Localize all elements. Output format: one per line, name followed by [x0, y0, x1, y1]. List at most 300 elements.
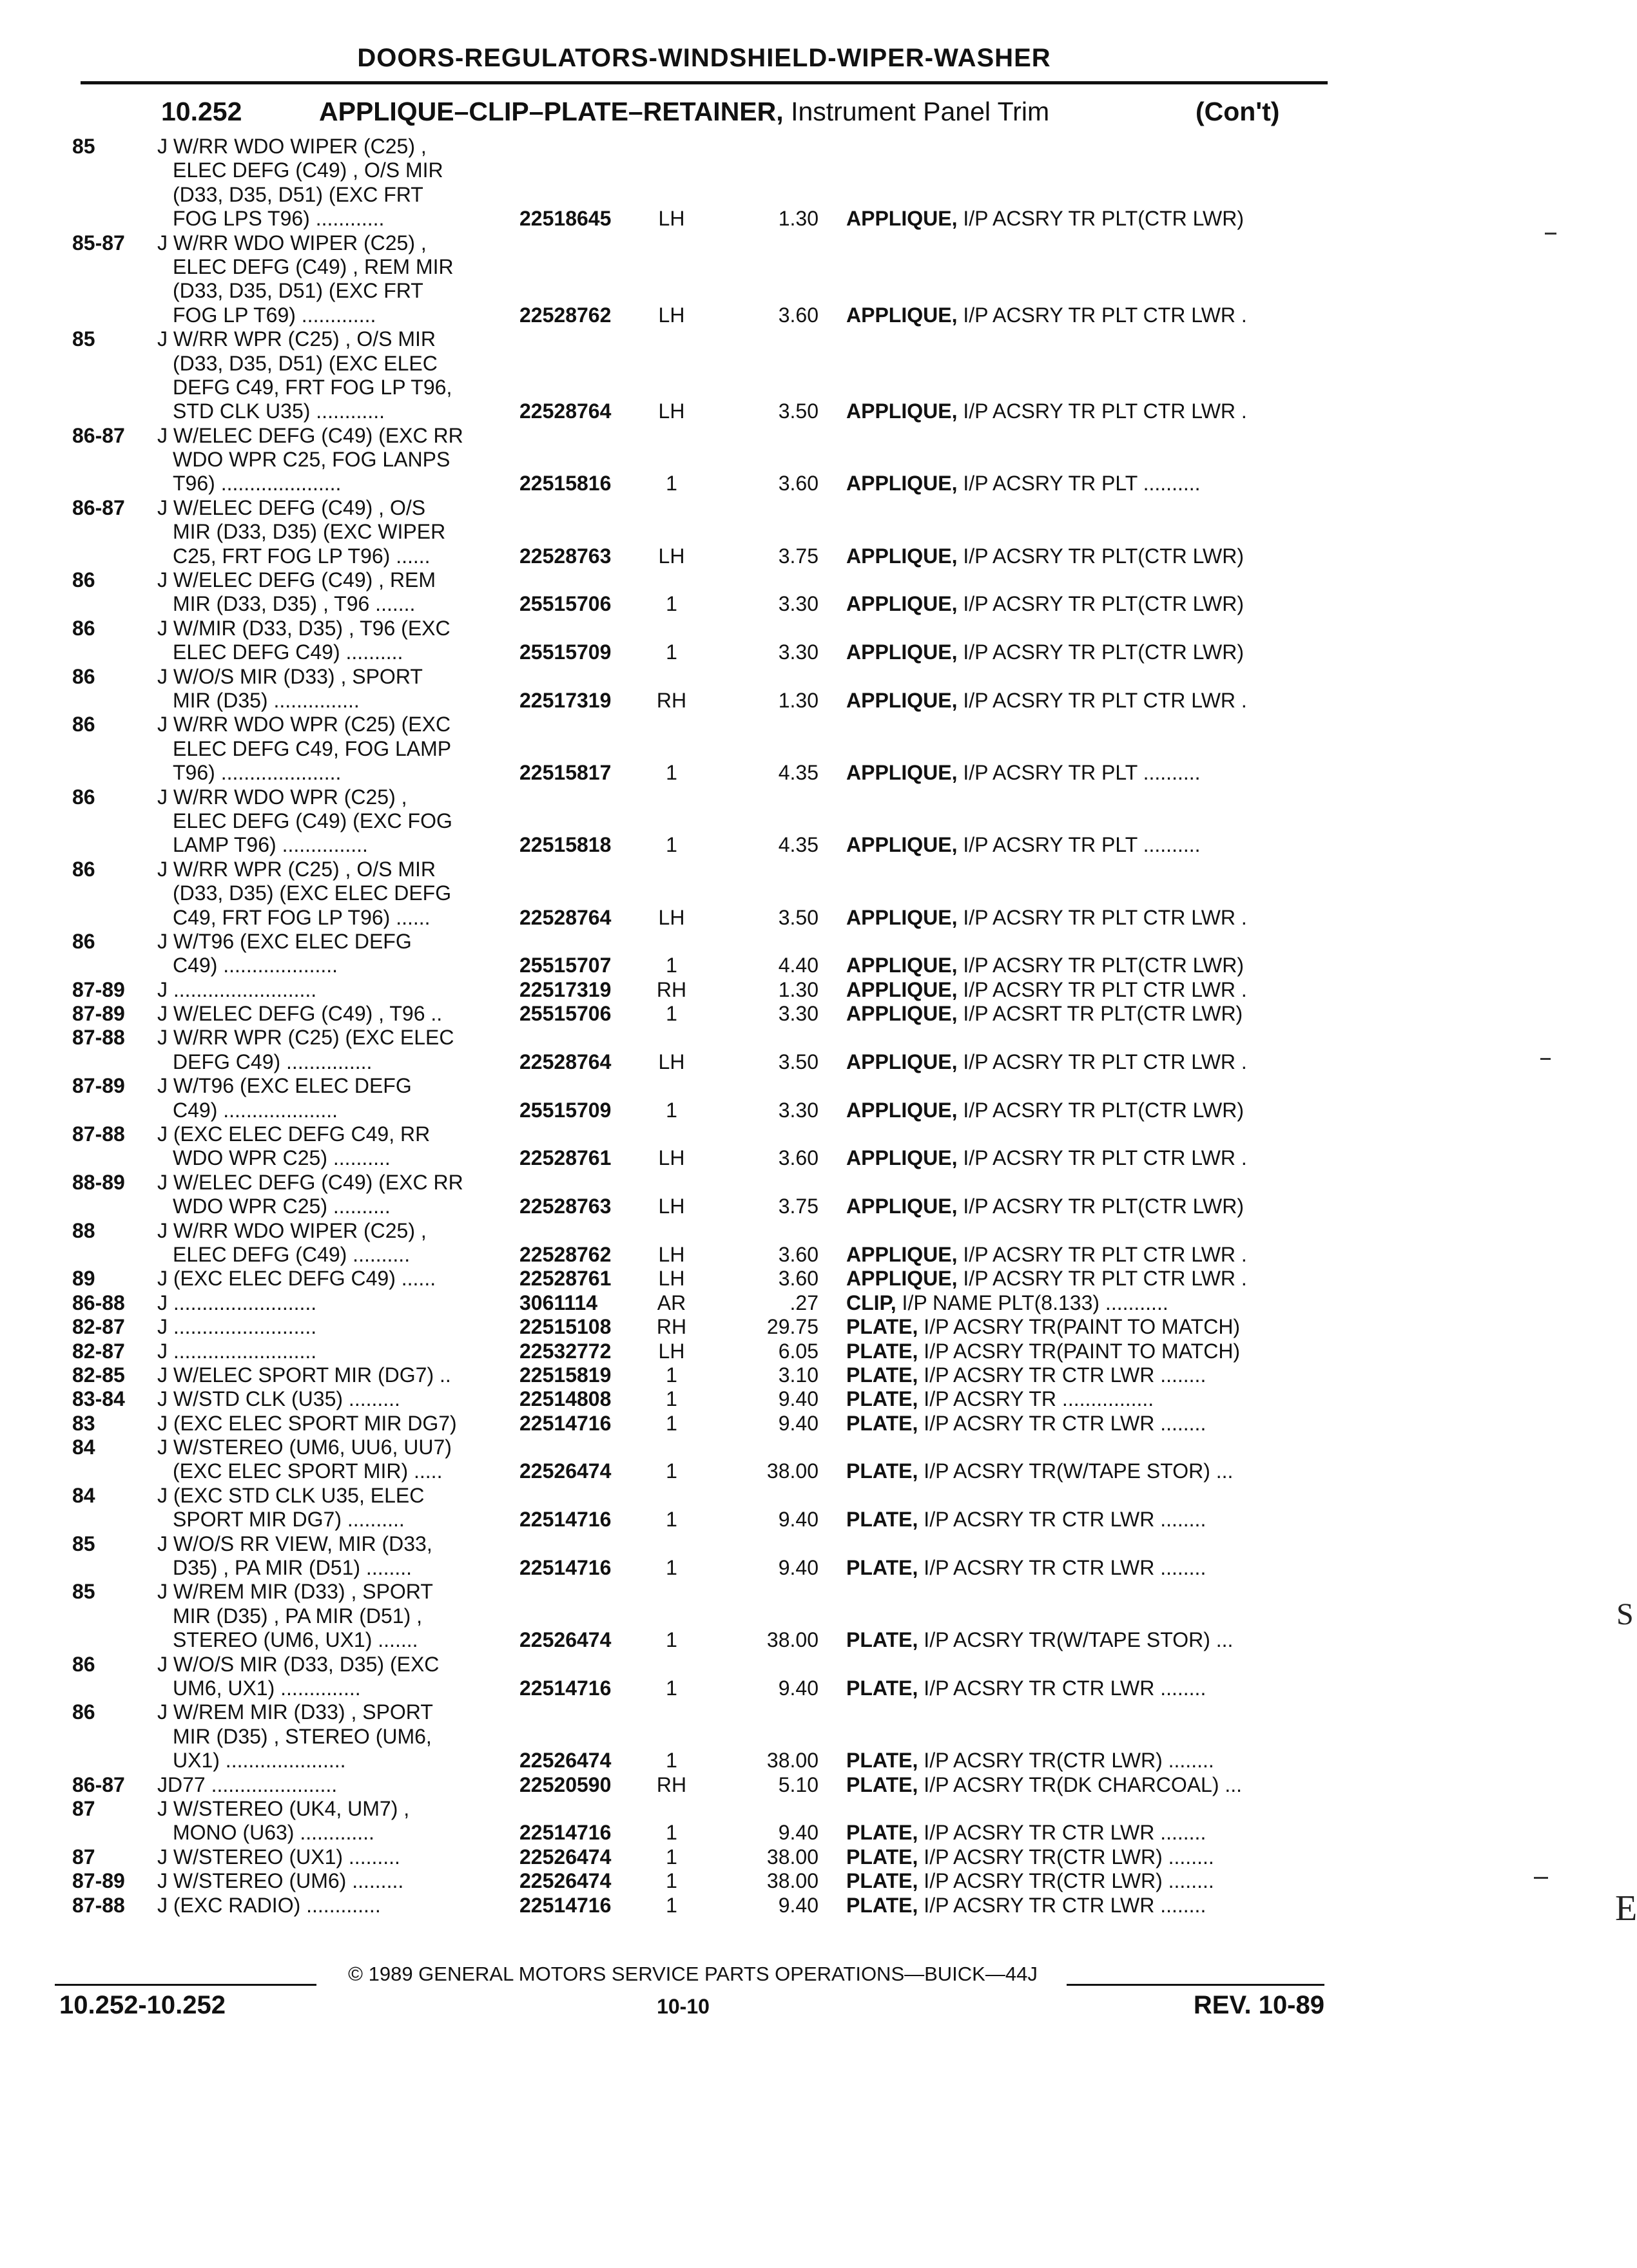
- part-name: [846, 1363, 1336, 1387]
- part-name-noun: APPLIQUE,: [846, 833, 958, 857]
- part-name-detail: I/P ACSRT TR PLT(CTR LWR): [957, 1002, 1243, 1026]
- part-name-noun: PLATE,: [846, 1749, 918, 1773]
- usage-description: T96) .....................: [173, 472, 342, 495]
- model-year: 82-85: [72, 1363, 125, 1387]
- section-title: [161, 97, 1321, 127]
- quantity: RH: [656, 1315, 687, 1339]
- parts-row: [0, 1459, 1629, 1483]
- usage-description: C49) ....................: [173, 1098, 338, 1122]
- parts-row: [0, 954, 1629, 977]
- unit-price: 3.75: [778, 544, 818, 568]
- part-name-noun: APPLIQUE,: [846, 592, 958, 616]
- unit-price: 3.10: [778, 1363, 818, 1387]
- part-name-detail: I/P ACSRY TR(DK CHARCOAL) ...: [918, 1773, 1243, 1796]
- quantity: LH: [658, 1339, 685, 1363]
- usage-description: (EXC ELEC SPORT MIR) .....: [173, 1459, 443, 1483]
- part-name: [846, 1243, 1336, 1267]
- parts-row: [0, 1267, 1629, 1291]
- quantity: 1: [666, 1508, 677, 1532]
- part-name-detail: I/P ACSRY TR(PAINT TO MATCH): [918, 1315, 1241, 1339]
- part-name: [846, 954, 1336, 977]
- footer-revision: REV. 10-89: [1193, 1991, 1324, 2019]
- parts-row: [0, 1773, 1629, 1797]
- unit-price: 1.30: [778, 977, 818, 1001]
- part-name-detail: I/P ACSRY TR PLT(CTR LWR): [957, 207, 1244, 231]
- part-name-detail: I/P ACSRY TR CTR LWR ........: [918, 1411, 1206, 1435]
- part-name-detail: I/P ACSRY TR CTR LWR ........: [918, 1556, 1206, 1580]
- edge-glyph-top: S: [1616, 1597, 1634, 1631]
- model-year: 86: [72, 929, 95, 953]
- part-number: 22520590: [519, 1773, 612, 1796]
- part-name-detail: I/P ACSRY TR PLT ..........: [957, 833, 1201, 857]
- part-name-detail: I/P ACSRY TR PLT(CTR LWR): [957, 640, 1244, 664]
- parts-row: [0, 496, 1629, 520]
- parts-row: [0, 1677, 1629, 1700]
- model-year: 87-89: [72, 1074, 125, 1098]
- parts-row: [0, 376, 1629, 399]
- model-year: 86: [72, 664, 95, 688]
- part-name-noun: APPLIQUE,: [846, 1146, 958, 1170]
- parts-row: [0, 761, 1629, 785]
- parts-row: [0, 906, 1629, 930]
- part-name-detail: I/P ACSRY TR PLT(CTR LWR): [957, 544, 1244, 568]
- quantity: 1: [666, 954, 677, 977]
- part-name-noun: PLATE,: [846, 1773, 918, 1796]
- unit-price: 9.40: [778, 1411, 818, 1435]
- usage-description: FOG LPS T96) ............: [173, 207, 385, 231]
- part-number: 3061114: [519, 1291, 598, 1314]
- part-name-detail: I/P ACSRY TR(CTR LWR) ........: [918, 1869, 1214, 1893]
- part-name: [846, 1195, 1336, 1218]
- usage-description: J (EXC RADIO) .............: [157, 1893, 381, 1917]
- footer-section-range: 10.252-10.252: [59, 1991, 226, 2019]
- model-year: 87-88: [72, 1026, 125, 1050]
- usage-description: J W/O/S RR VIEW, MIR (D33,: [157, 1532, 432, 1555]
- parts-row: [0, 592, 1629, 616]
- part-name-detail: I/P ACSRY TR PLT(CTR LWR): [957, 1098, 1244, 1122]
- model-year: 82-87: [72, 1315, 125, 1339]
- part-number: 22514808: [519, 1387, 612, 1411]
- part-number: 22532772: [519, 1339, 612, 1363]
- model-year: 84: [72, 1436, 95, 1459]
- unit-price: 6.05: [778, 1339, 818, 1363]
- unit-price: 38.00: [766, 1845, 818, 1869]
- parts-row: [0, 1700, 1629, 1724]
- part-name-noun: APPLIQUE,: [846, 640, 958, 664]
- part-number: 22514716: [519, 1893, 612, 1917]
- usage-description: J W/ELEC DEFG (C49) , REM: [157, 568, 436, 592]
- usage-description: ELEC DEFG C49, FOG LAMP: [173, 736, 452, 760]
- part-name-detail: I/P ACSRY TR PLT CTR LWR .: [957, 303, 1247, 327]
- model-year: 86-87: [72, 423, 125, 447]
- quantity: LH: [658, 1242, 685, 1266]
- part-name-detail: I/P ACSRY TR CTR LWR ........: [918, 1893, 1206, 1917]
- part-name-noun: PLATE,: [846, 1845, 918, 1869]
- quantity: 1: [666, 1893, 677, 1917]
- part-name-detail: I/P NAME PLT(8.133) ...........: [896, 1291, 1168, 1314]
- part-number: 22517319: [519, 977, 612, 1001]
- parts-row: [0, 472, 1629, 495]
- unit-price: 3.50: [778, 905, 818, 929]
- usage-description: J W/O/S MIR (D33, D35) (EXC: [157, 1652, 440, 1676]
- part-number: 25515709: [519, 1098, 612, 1122]
- unit-price: 9.40: [778, 1508, 818, 1532]
- unit-price: 9.40: [778, 1556, 818, 1580]
- part-name-noun: APPLIQUE,: [846, 399, 958, 423]
- part-name-noun: APPLIQUE,: [846, 688, 958, 712]
- section-subtitle: Instrument Panel Trim: [791, 97, 1050, 126]
- unit-price: 1.30: [778, 207, 818, 231]
- model-year: 89: [72, 1267, 95, 1291]
- part-name: [846, 1387, 1336, 1411]
- quantity: AR: [657, 1291, 686, 1314]
- part-name-detail: I/P ACSRY TR(PAINT TO MATCH): [918, 1339, 1241, 1363]
- usage-description: FOG LP T69) .............: [173, 303, 376, 327]
- part-name-noun: PLATE,: [846, 1869, 918, 1893]
- quantity: 1: [666, 1869, 677, 1893]
- part-number: 22528764: [519, 399, 612, 423]
- quantity: 1: [666, 833, 677, 857]
- part-name: [846, 1556, 1336, 1580]
- parts-row: [0, 279, 1629, 303]
- parts-row: [0, 1122, 1629, 1146]
- usage-description: MIR (D35) , STEREO (UM6,: [173, 1724, 432, 1748]
- part-name-detail: I/P ACSRY TR PLT CTR LWR .: [957, 688, 1247, 712]
- usage-description: J W/ELEC DEFG (C49) (EXC RR: [157, 423, 463, 447]
- part-number: 22526474: [519, 1628, 612, 1652]
- part-name: [846, 833, 1336, 857]
- usage-description: JD77 ......................: [157, 1773, 338, 1796]
- part-number: 22518645: [519, 207, 612, 231]
- part-name: [846, 1821, 1336, 1845]
- quantity: 1: [666, 1459, 677, 1483]
- parts-row: [0, 448, 1629, 472]
- model-year: 86: [72, 616, 95, 640]
- parts-row: [0, 1604, 1629, 1628]
- part-name-noun: PLATE,: [846, 1628, 918, 1652]
- model-year: 86-87: [72, 495, 125, 519]
- part-name-detail: I/P ACSRY TR CTR LWR ........: [918, 1508, 1206, 1532]
- part-name: [846, 978, 1336, 1002]
- part-number: 22528764: [519, 905, 612, 929]
- usage-description: WDO WPR C25) ..........: [173, 1195, 391, 1218]
- part-number: 22528763: [519, 544, 612, 568]
- edge-glyph-bottom: E: [1615, 1888, 1637, 1928]
- part-name-detail: I/P ACSRY TR(W/TAPE STOR) ...: [918, 1459, 1234, 1483]
- part-number: 22526474: [519, 1845, 612, 1869]
- usage-description: ELEC DEFG (C49) (EXC FOG: [173, 809, 452, 832]
- quantity: LH: [658, 544, 685, 568]
- usage-description: (D33, D35, D51) (EXC FRT: [173, 279, 423, 303]
- parts-row: [0, 1845, 1629, 1869]
- usage-description: LAMP T96) ...............: [173, 833, 368, 857]
- unit-price: 3.60: [778, 1267, 818, 1291]
- section-name: APPLIQUE–CLIP–PLATE–RETAINER,: [319, 97, 784, 126]
- model-year: 86: [72, 857, 95, 881]
- usage-description: J W/T96 (EXC ELEC DEFG: [157, 929, 412, 953]
- model-year: 85-87: [72, 231, 125, 255]
- quantity: 1: [666, 761, 677, 785]
- parts-row: [0, 640, 1629, 664]
- usage-description: J W/STEREO (UX1) .........: [157, 1845, 400, 1869]
- usage-description: WDO WPR C25) ..........: [173, 1146, 391, 1170]
- unit-price: 9.40: [778, 1821, 818, 1845]
- part-name-noun: APPLIQUE,: [846, 954, 958, 977]
- parts-row: [0, 1363, 1629, 1387]
- part-name-detail: I/P ACSRY TR PLT(CTR LWR): [957, 954, 1244, 977]
- part-name: [846, 761, 1336, 785]
- part-name: [846, 544, 1336, 568]
- parts-row: [0, 544, 1629, 568]
- parts-row: [0, 568, 1629, 592]
- part-number: 22515108: [519, 1315, 612, 1339]
- usage-description: J W/RR WDO WIPER (C25) ,: [157, 231, 427, 255]
- usage-description: STD CLK U35) ............: [173, 399, 385, 423]
- parts-row: [0, 978, 1629, 1002]
- part-name: [846, 689, 1336, 713]
- unit-price: 3.30: [778, 592, 818, 616]
- part-number: 22515819: [519, 1363, 612, 1387]
- unit-price: 3.60: [778, 1146, 818, 1170]
- part-name-noun: APPLIQUE,: [846, 544, 958, 568]
- usage-description: DEFG C49) ...............: [173, 1050, 373, 1073]
- usage-description: MONO (U63) .............: [173, 1821, 374, 1845]
- parts-row: [0, 1387, 1629, 1411]
- part-name: [846, 640, 1336, 664]
- part-name-detail: I/P ACSRY TR(W/TAPE STOR) ...: [918, 1628, 1234, 1652]
- part-name: [846, 1749, 1336, 1773]
- parts-row: [0, 1195, 1629, 1218]
- quantity: 1: [666, 1002, 677, 1026]
- usage-description: J W/STEREO (UM6) .........: [157, 1869, 404, 1893]
- part-name: [846, 1869, 1336, 1893]
- parts-row: [0, 135, 1629, 159]
- unit-price: 3.30: [778, 640, 818, 664]
- part-name-noun: APPLIQUE,: [846, 1195, 958, 1218]
- margin-tick-2: [1540, 1058, 1551, 1060]
- part-name-detail: I/P ACSRY TR PLT CTR LWR .: [957, 1050, 1247, 1073]
- part-name-noun: PLATE,: [846, 1893, 918, 1917]
- model-year: 83-84: [72, 1387, 125, 1411]
- quantity: LH: [658, 399, 685, 423]
- part-number: 22515816: [519, 472, 612, 495]
- part-name: [846, 207, 1336, 231]
- quantity: 1: [666, 1628, 677, 1652]
- parts-row: [0, 737, 1629, 761]
- usage-description: J W/RR WDO WPR (C25) (EXC: [157, 713, 451, 736]
- quantity: 1: [666, 1845, 677, 1869]
- usage-description: J W/RR WPR (C25) , O/S MIR: [157, 857, 436, 881]
- usage-description: (D33, D35) (EXC ELEC DEFG: [173, 881, 452, 905]
- unit-price: 3.75: [778, 1195, 818, 1218]
- usage-description: J .........................: [157, 1291, 317, 1314]
- part-name: [846, 303, 1336, 327]
- unit-price: 5.10: [778, 1773, 818, 1796]
- part-number: 22515818: [519, 833, 612, 857]
- parts-row: [0, 1219, 1629, 1243]
- part-name: [846, 1099, 1336, 1122]
- parts-row: [0, 1532, 1629, 1556]
- footer-copyright: © 1989 GENERAL MOTORS SERVICE PARTS OPERATIONS—BUICK—44J: [348, 1963, 1038, 1985]
- unit-price: 3.30: [778, 1098, 818, 1122]
- usage-description: J (EXC ELEC DEFG C49) ......: [157, 1267, 436, 1291]
- parts-row: [0, 183, 1629, 207]
- part-name-noun: PLATE,: [846, 1387, 918, 1411]
- usage-description: J W/RR WPR (C25) , O/S MIR: [157, 327, 436, 351]
- unit-price: 3.60: [778, 472, 818, 495]
- model-year: 86-88: [72, 1291, 125, 1314]
- parts-row: [0, 1556, 1629, 1580]
- usage-description: ELEC DEFG (C49) , REM MIR: [173, 255, 454, 278]
- usage-description: J W/T96 (EXC ELEC DEFG: [157, 1074, 412, 1098]
- parts-row: [0, 1725, 1629, 1749]
- parts-row: [0, 1508, 1629, 1532]
- parts-row: [0, 1797, 1629, 1821]
- margin-tick-3: [1534, 1877, 1548, 1879]
- model-year: 85: [72, 327, 95, 351]
- part-number: 22526474: [519, 1749, 612, 1773]
- part-name-noun: PLATE,: [846, 1556, 918, 1580]
- usage-description: WDO WPR C25, FOG LANPS: [173, 448, 450, 472]
- usage-description: J W/ELEC DEFG (C49) (EXC RR: [157, 1170, 463, 1194]
- usage-description: J W/STD CLK (U35) .........: [157, 1387, 400, 1411]
- unit-price: 38.00: [766, 1459, 818, 1483]
- unit-price: 3.30: [778, 1002, 818, 1026]
- unit-price: 38.00: [766, 1749, 818, 1773]
- parts-row: [0, 207, 1629, 231]
- parts-row: [0, 833, 1629, 857]
- unit-price: 4.35: [778, 833, 818, 857]
- part-name-detail: I/P ACSRY TR PLT CTR LWR .: [957, 1267, 1247, 1291]
- part-name-noun: APPLIQUE,: [846, 1267, 958, 1291]
- part-name: [846, 1459, 1336, 1483]
- parts-row: [0, 1653, 1629, 1677]
- part-name-detail: I/P ACSRY TR PLT ..........: [957, 761, 1201, 785]
- part-name-detail: I/P ACSRY TR CTR LWR ........: [918, 1363, 1206, 1387]
- unit-price: 3.50: [778, 1050, 818, 1073]
- usage-description: J W/REM MIR (D33) , SPORT: [157, 1580, 433, 1604]
- part-name-detail: I/P ACSRY TR PLT CTR LWR .: [957, 905, 1247, 929]
- usage-description: J W/ELEC DEFG (C49) , O/S: [157, 495, 426, 519]
- part-number: 22528762: [519, 1242, 612, 1266]
- part-number: 25515707: [519, 954, 612, 977]
- usage-description: J .........................: [157, 977, 317, 1001]
- usage-description: MIR (D33, D35) , T96 .......: [173, 592, 416, 616]
- parts-row: [0, 1821, 1629, 1845]
- part-number: 25515709: [519, 640, 612, 664]
- parts-row: [0, 1243, 1629, 1267]
- unit-price: .27: [789, 1291, 818, 1314]
- parts-row: [0, 520, 1629, 544]
- part-name: [846, 1894, 1336, 1917]
- footer-rule-right: [1067, 1984, 1324, 1986]
- quantity: 1: [666, 640, 677, 664]
- quantity: LH: [658, 1267, 685, 1291]
- unit-price: 9.40: [778, 1893, 818, 1917]
- part-name-detail: I/P ACSRY TR ................: [918, 1387, 1154, 1411]
- part-name-detail: I/P ACSRY TR(CTR LWR) ........: [918, 1845, 1214, 1869]
- unit-price: 38.00: [766, 1869, 818, 1893]
- usage-description: DEFG C49, FRT FOG LP T96,: [173, 375, 452, 399]
- usage-description: J (EXC STD CLK U35, ELEC: [157, 1483, 425, 1507]
- usage-description: J .........................: [157, 1315, 317, 1339]
- usage-description: C49, FRT FOG LP T96) ......: [173, 905, 431, 929]
- parts-row: [0, 399, 1629, 423]
- parts-row: [0, 159, 1629, 182]
- usage-description: J W/RR WDO WIPER (C25) ,: [157, 1218, 427, 1242]
- quantity: 1: [666, 1363, 677, 1387]
- part-name-detail: I/P ACSRY TR PLT CTR LWR .: [957, 1242, 1247, 1266]
- part-number: 22526474: [519, 1869, 612, 1893]
- quantity: 1: [666, 1556, 677, 1580]
- part-name: [846, 1628, 1336, 1652]
- part-name: [846, 1267, 1336, 1291]
- part-name-noun: PLATE,: [846, 1508, 918, 1532]
- model-year: 85: [72, 1580, 95, 1604]
- page-header-title: DOORS-REGULATORS-WINDSHIELD-WIPER-WASHER: [357, 44, 1051, 72]
- part-name: [846, 1291, 1336, 1315]
- part-name-noun: PLATE,: [846, 1677, 918, 1700]
- model-year: 86: [72, 568, 95, 592]
- usage-description: J W/RR WPR (C25) (EXC ELEC: [157, 1026, 454, 1050]
- footer-page-number: 10-10: [657, 1995, 710, 2018]
- part-name-detail: I/P ACSRY TR PLT(CTR LWR): [957, 592, 1244, 616]
- usage-description: J .........................: [157, 1339, 317, 1363]
- margin-tick-1: [1545, 233, 1556, 235]
- quantity: LH: [658, 1195, 685, 1218]
- part-name: [846, 1146, 1336, 1170]
- parts-row: [0, 1749, 1629, 1773]
- parts-row: [0, 1580, 1629, 1604]
- part-name: [846, 399, 1336, 423]
- part-name-noun: APPLIQUE,: [846, 1002, 958, 1026]
- usage-description: J W/ELEC DEFG (C49) , T96 ..: [157, 1002, 443, 1026]
- model-year: 88: [72, 1218, 95, 1242]
- quantity: 1: [666, 1411, 677, 1435]
- part-number: 22514716: [519, 1556, 612, 1580]
- section-code: 10.252: [161, 97, 242, 126]
- part-name-detail: I/P ACSRY TR PLT CTR LWR .: [957, 977, 1247, 1001]
- usage-description: ELEC DEFG (C49) , O/S MIR: [173, 159, 443, 182]
- usage-description: UM6, UX1) ..............: [173, 1677, 361, 1700]
- model-year: 86: [72, 1652, 95, 1676]
- model-year: 85: [72, 135, 95, 158]
- unit-price: 38.00: [766, 1628, 818, 1652]
- part-number: 22528761: [519, 1146, 612, 1170]
- part-name-noun: CLIP,: [846, 1291, 896, 1314]
- usage-description: (D33, D35, D51) (EXC ELEC: [173, 351, 438, 375]
- part-name-detail: I/P ACSRY TR PLT CTR LWR .: [957, 399, 1247, 423]
- quantity: RH: [656, 688, 687, 712]
- part-name-noun: APPLIQUE,: [846, 1050, 958, 1073]
- model-year: 84: [72, 1483, 95, 1507]
- usage-description: MIR (D35) , PA MIR (D51) ,: [173, 1604, 423, 1628]
- usage-description: J W/RR WDO WPR (C25) ,: [157, 785, 407, 809]
- usage-description: J W/STEREO (UM6, UU6, UU7): [157, 1436, 452, 1459]
- part-name: [846, 1677, 1336, 1700]
- part-number: 22528764: [519, 1050, 612, 1073]
- part-name: [846, 1845, 1336, 1869]
- model-year: 87: [72, 1796, 95, 1820]
- model-year: 86: [72, 785, 95, 809]
- parts-row: [0, 1436, 1629, 1459]
- part-number: 25515706: [519, 1002, 612, 1026]
- part-name-noun: PLATE,: [846, 1411, 918, 1435]
- part-number: 22528762: [519, 303, 612, 327]
- part-number: 22514716: [519, 1411, 612, 1435]
- part-name-noun: APPLIQUE,: [846, 207, 958, 231]
- parts-row: [0, 858, 1629, 881]
